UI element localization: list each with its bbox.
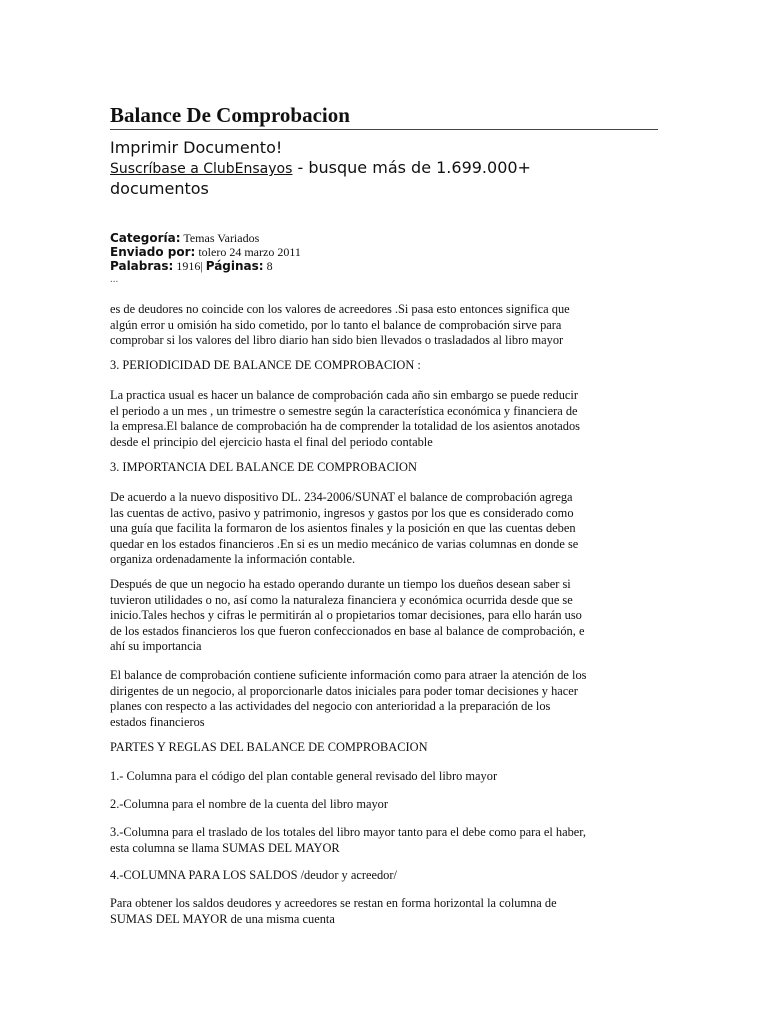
- paragraph-line: desde el principio del ejercicio hasta el final del periodo contable: [110, 434, 433, 449]
- paragraph-line: las cuentas de activo, pasivo y patrimonio, ingresos y gastos por los que es considerado como: [110, 505, 574, 520]
- paragraph: [110, 388, 660, 450]
- sent-value: tolero 24 marzo 2011: [198, 245, 301, 259]
- paragraph: [110, 302, 660, 349]
- words-value: 1916: [176, 259, 201, 273]
- paragraph: [110, 460, 660, 476]
- paragraph-line: 3. PERIODICIDAD DE BALANCE DE COMPROBACION :: [110, 358, 421, 372]
- paragraph: [110, 769, 660, 785]
- document-title: Balance De Comprobacion: [110, 102, 658, 130]
- paragraph-line: ahí su importancia: [110, 639, 202, 653]
- paragraph-line: El balance de comprobación contiene suficiente información como para atraer la atención de los: [110, 668, 587, 682]
- paragraph-line: es de deudores no coincide con los valores de acreedores .Si pasa esto entonces significa que: [110, 302, 570, 316]
- pages-label: Páginas:: [205, 259, 264, 273]
- paragraph: [110, 896, 660, 927]
- paragraph: [110, 668, 660, 730]
- subscribe-line: [110, 158, 660, 198]
- paragraph-line: una guía que facilita la formaron de los asientos finales y la posición en que las cuentas deben: [110, 521, 576, 535]
- paragraph-line: De acuerdo a la nuevo dispositivo DL. 234-2006/SUNAT el balance de comprobación agrega: [110, 490, 573, 504]
- paragraph-line: 1.- Columna para el código del plan contable general revisado del libro mayor: [110, 769, 498, 783]
- paragraph-line: quedar en los estados financieros .En si es un medio mecánico de varias columnas en donde se: [110, 536, 579, 551]
- document-meta: [110, 231, 301, 285]
- subscribe-text-2: documentos: [110, 179, 209, 198]
- paragraph-line: esta columna se llama SUMAS DEL MAYOR: [110, 840, 340, 855]
- paragraph: [110, 490, 660, 568]
- paragraph-line: inicio.Tales hechos y cifras le permitirán al o propietarios tomar decisiones, para ello harán uso: [110, 608, 582, 622]
- subscribe-text: - busque más de 1.699.000+: [292, 158, 531, 177]
- paragraph-line: comprobar si los valores del libro diario han sido bien llevados o trasladados al libro mayor: [110, 333, 564, 347]
- pages-value: 8: [266, 259, 273, 273]
- meta-category: [110, 231, 301, 245]
- paragraph-line: 2.-Columna para el nombre de la cuenta del libro mayor: [110, 797, 389, 811]
- paragraph: [110, 577, 660, 655]
- paragraph-line: tuvieron utilidades o no, así como la naturaleza financiera y económica ocurrida desde que se: [110, 592, 573, 607]
- paragraph-line: planes con respecto a las actividades del negocio con anterioridad a la preparación de los: [110, 699, 551, 713]
- paragraph: [110, 868, 660, 884]
- paragraph-line: Después de que un negocio ha estado operando durante un tiempo los dueños desean saber si: [110, 577, 571, 591]
- meta-words-pages: [110, 259, 301, 273]
- paragraph-line: estados financieros: [110, 714, 205, 729]
- paragraph-line: el periodo a un mes , un trimestre o semestre según la característica económica y financiera de: [110, 403, 578, 418]
- paragraph: [110, 740, 660, 756]
- paragraph-line: 4.-COLUMNA PARA LOS SALDOS /deudor y acreedor/: [110, 868, 397, 882]
- paragraph-line: de los estados financieros los que fueron confeccionados en base al balance de comprobación, e: [110, 623, 585, 638]
- paragraph-line: dirigentes de un negocio, al proporcionarle datos iniciales para poder tomar decisiones y hacer: [110, 683, 578, 698]
- category-value[interactable]: Temas Variados: [183, 231, 260, 245]
- paragraph-line: 3.-Columna para el traslado de los totales del libro mayor tanto para el debe como para el haber,: [110, 825, 587, 839]
- paragraph-line: PARTES Y REGLAS DEL BALANCE DE COMPROBACION: [110, 740, 428, 754]
- meta-separator: |: [200, 259, 203, 273]
- paragraph-line: SUMAS DEL MAYOR de una misma cuenta: [110, 911, 335, 926]
- paragraph-line: algún error u omisión ha sido cometido, por lo tanto el balance de comprobación sirve para: [110, 317, 562, 332]
- words-label: Palabras:: [110, 259, 174, 273]
- sent-label: Enviado por:: [110, 245, 196, 259]
- paragraph: [110, 358, 660, 374]
- print-document-link[interactable]: Imprimir Documento!: [110, 138, 283, 157]
- paragraph-line: Para obtener los saldos deudores y acreedores se restan en forma horizontal la columna de: [110, 896, 557, 910]
- meta-sent: [110, 245, 301, 259]
- subscribe-link[interactable]: Suscríbase a ClubEnsayos: [110, 161, 293, 177]
- category-label: Categoría:: [110, 231, 181, 245]
- paragraph: [110, 825, 660, 856]
- paragraph-line: organiza ordenadamente la información contable.: [110, 552, 356, 566]
- paragraph-line: 3. IMPORTANCIA DEL BALANCE DE COMPROBACION: [110, 460, 417, 474]
- paragraph-line: La practica usual es hacer un balance de comprobación cada año sin embargo se puede reducir: [110, 388, 578, 402]
- paragraph: [110, 797, 660, 813]
- paragraph-line: la empresa.El balance de comprobación ha de comprender la totalidad de los asientos anotados: [110, 419, 580, 433]
- meta-ellipsis: ...: [110, 273, 119, 285]
